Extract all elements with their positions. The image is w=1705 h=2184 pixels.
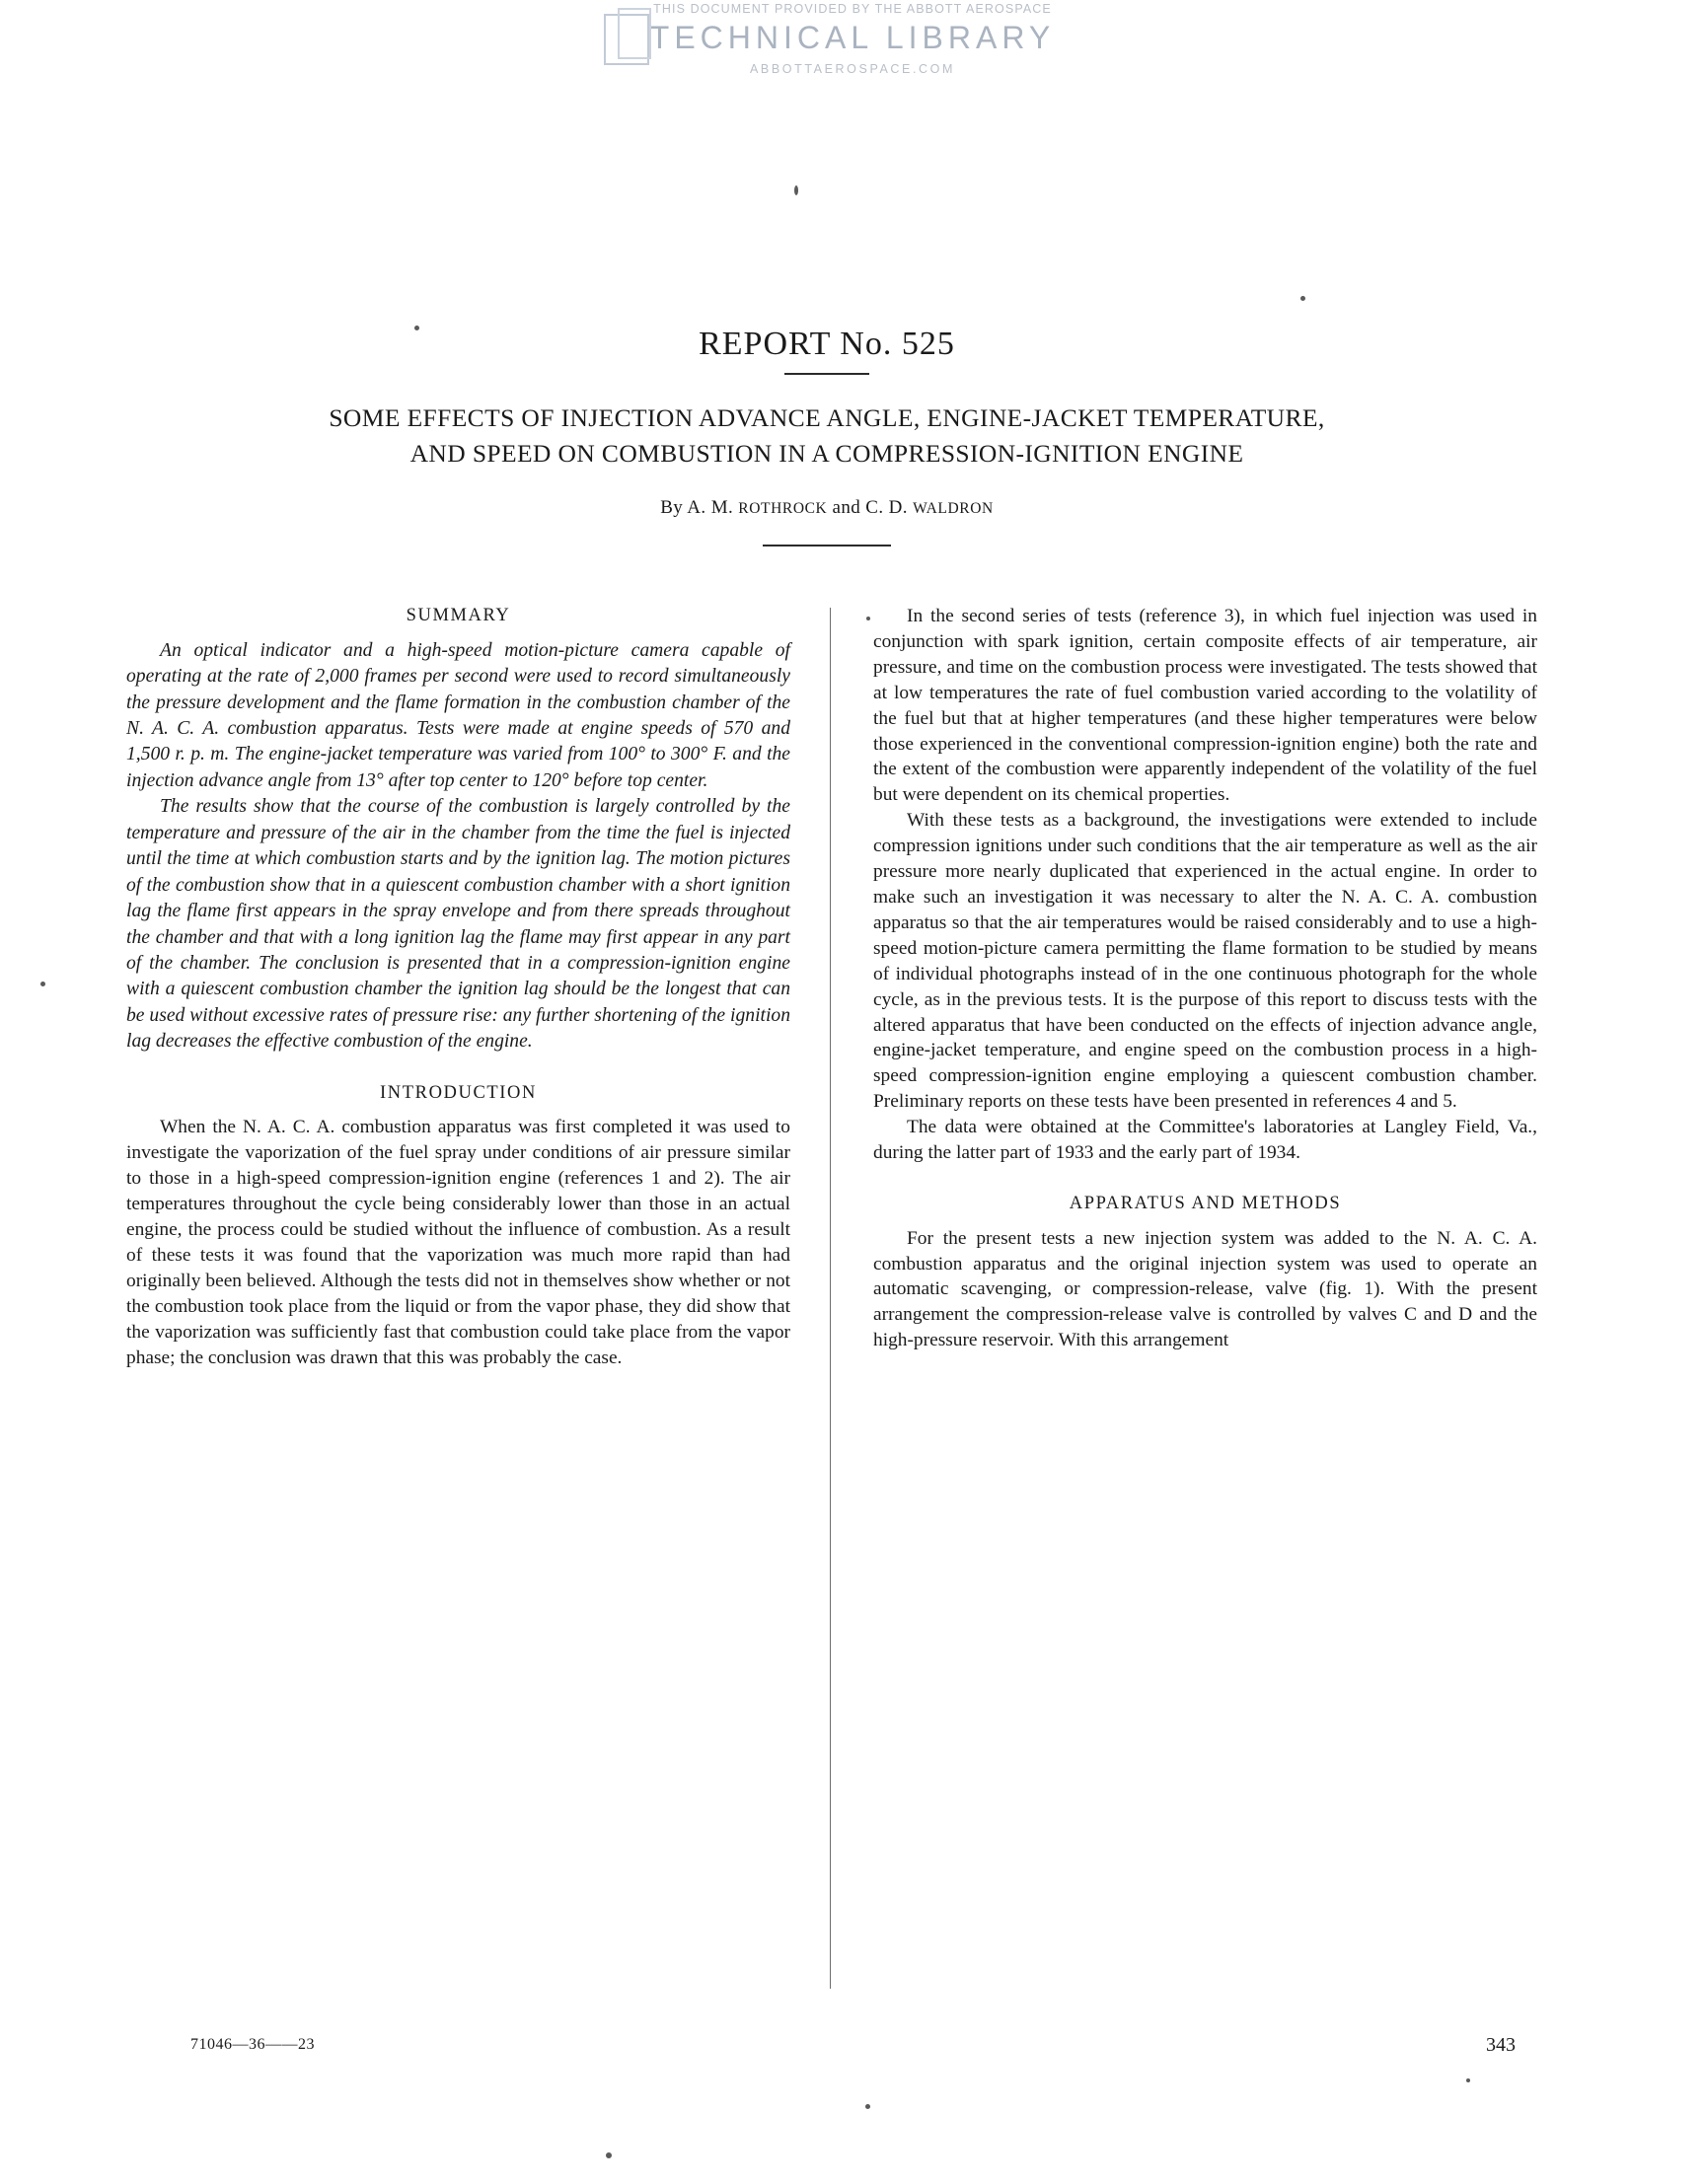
right-column [873, 604, 1537, 1353]
right-paragraph-4: For the present tests a new injection system was added to the N. A. C. A. combustion apparatus and the original injection system was used to operate an automatic scavenging, or compression-release, valve (fig. 1). With the present arrangement the compression-release valve is controlled by valves C and D and the high-pressure reservoir. With this arrangement [873, 1227, 1537, 1351]
page-title-line2: AND SPEED ON COMBUSTION IN A COMPRESSION-IGNITION ENGINE [409, 439, 1244, 469]
scan-speck [1466, 2078, 1470, 2082]
byline-author-1: ROTHROCK [738, 500, 828, 518]
column-divider [830, 608, 831, 1989]
byline [126, 497, 1527, 519]
left-column [126, 604, 790, 1370]
right-paragraph-1: In the second series of tests (reference 3), in which fuel injection was used in conjunction with spark ignition, certain composite effects of air temperature, air pressure, and time on the combustion process were investigated. The tests showed that at low temperatures the rate of fuel combustion varied according to the volatility of the fuel but that at higher temperatures (and these higher temperatures were below those experienced in the conventional compression-ignition engine) both the rate and the extent of the combustion were apparently independent of the volatility of the fuel but were dependent on its chemical properties. [873, 606, 1537, 806]
scan-speck [1300, 296, 1305, 301]
introduction-paragraph-1: When the N. A. C. A. combustion apparatus was first completed it was used to investigate the vaporization of the fuel spray under conditions of air pressure similar to those in a high-speed compression-ignition engine (references 1 and 2). The air temperatures throughout the cycle being considerably lower than those in an actual engine, the process could be studied without the influence of combustion. As a result of these tests it was found that the vaporization was much more rapid than had originally been believed. Although the tests did not in themselves show whether or not the combustion took place from the liquid or from the vapor phase, they did show that the vaporization was sufficiently fast that combustion could take place from the vapor phase; the conclusion was drawn that this was probably the case. [126, 1117, 790, 1368]
byline-middle: and C. D. [827, 497, 914, 519]
right-paragraph-3: The data were obtained at the Committee's laboratories at Langley Field, Va., during the latter part of 1933 and the early part of 1934. [873, 1117, 1537, 1164]
scan-speck [794, 185, 798, 195]
byline-rule [763, 545, 891, 546]
summary-paragraph-2: The results show that the course of the combustion is largely controlled by the temperature and pressure of the air in the chamber from the time the fuel is injected until the time at which combustion starts and by the ignition lag. The motion pictures of the combustion show that in a quiescent combustion chamber with a short ignition lag the flame first appears in the spray envelope and from there spreads throughout the chamber and that with a long ignition lag the flame may first appear in any part of the chamber. The conclusion is presented that in a compression-ignition engine with a quiescent combustion chamber the ignition lag should be the longest that can be used without excessive rates of pressure rise: any further shortening of the ignition lag decreases the effective combustion of the engine. [126, 796, 790, 1053]
section-heading-apparatus: APPARATUS AND METHODS [1069, 1193, 1342, 1213]
document-header [126, 326, 1527, 576]
byline-author-2: WALDRON [913, 500, 994, 518]
watermark-overlay [0, 0, 1705, 95]
scan-speck [606, 2152, 612, 2158]
page-number: 343 [1486, 2034, 1516, 2056]
report-number: REPORT No. 525 [699, 326, 955, 362]
page-title-line1: SOME EFFECTS OF INJECTION ADVANCE ANGLE, ENGINE-JACKET TEMPERATURE, [329, 403, 1325, 432]
section-heading-summary: SUMMARY [406, 606, 511, 625]
scan-speck [40, 982, 45, 986]
summary-paragraph-1: An optical indicator and a high-speed motion-picture camera capable of operating at the rate of 2,000 frames per second were used to record simultaneously the pressure development and the flame formation in the combustion chamber of the N. A. C. A. combustion apparatus. Tests were made at engine speeds of 570 and 1,500 r. p. m. The engine-jacket temperature was varied from 100° to 300° F. and the injection advance angle from 13° after top center to 120° before top center. [126, 639, 790, 791]
right-paragraph-2: With these tests as a background, the investigations were extended to include compression ignitions under such conditions that the air temperature as well as the air pressure more nearly duplicated that experienced in the actual engine. In order to make such an investigation it was necessary to alter the N. A. C. A. combustion apparatus so that the air temperatures would be raised considerably and to use a high-speed motion-picture camera permitting the flame formation to be studied by means of individual photographs instead of in the one continuous photograph for the whole cycle, as in the previous tests. It is the purpose of this report to discuss tests with the altered apparatus that have been conducted on the effects of injection advance angle, engine-jacket temperature, and engine speed on the combustion process in a high-speed compression-ignition engine employing a quiescent combustion chamber. Preliminary reports on these tests have been presented in references 4 and 5. [873, 810, 1537, 1113]
body-columns [126, 604, 1537, 2016]
watermark-top-line: THIS DOCUMENT PROVIDED BY THE ABBOTT AEROSPACE [653, 2, 1052, 16]
scan-speck [865, 2104, 870, 2109]
printer-signature: 71046—36——23 [190, 2036, 315, 2053]
header-rule [784, 373, 869, 375]
watermark-main-line: TECHNICAL LIBRARY [649, 20, 1056, 55]
byline-prefix: By A. M. [660, 497, 739, 519]
book-logo-icon [604, 14, 649, 65]
section-heading-introduction: INTRODUCTION [380, 1082, 537, 1103]
watermark-sub-line: ABBOTTAEROSPACE.COM [750, 62, 955, 76]
